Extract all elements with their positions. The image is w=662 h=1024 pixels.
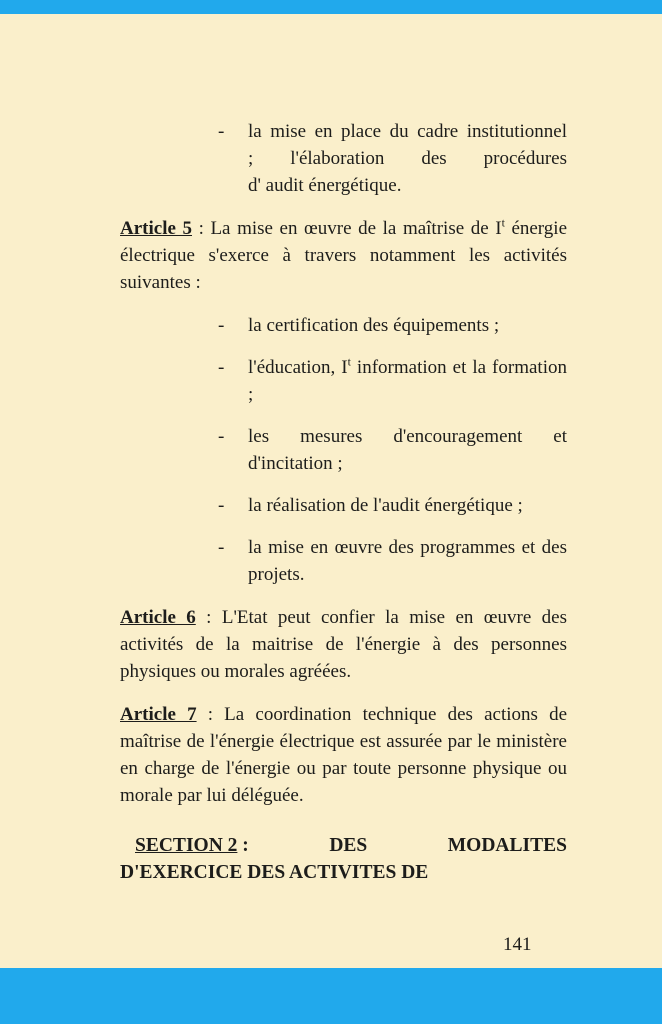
section-2-heading — [120, 832, 567, 886]
superscript-t: t — [501, 216, 505, 230]
page-number: 141 — [503, 934, 532, 955]
list-item — [218, 423, 567, 477]
bullet-dash: - — [218, 121, 225, 142]
activity-text: la réalisation de l'audit énergétique ; — [248, 495, 523, 516]
intro-bullet-line: d' audit énergétique. — [248, 175, 402, 196]
activities-bullet-list — [120, 312, 567, 588]
list-item — [218, 492, 567, 519]
bullet-dash: - — [218, 426, 225, 447]
section-2-heading-line1 — [135, 832, 567, 859]
superscript-t: t — [347, 355, 351, 369]
intro-bullet-list — [120, 118, 567, 199]
bullet-dash: - — [218, 537, 225, 558]
article-6-paragraph — [120, 604, 567, 685]
section-2-word: DES — [329, 835, 368, 856]
section-2-word: MODALITES — [447, 835, 567, 856]
article-7-body: : La coordination technique des actions de maîtrise de l'énergie électrique est assurée par le ministère en charge de l'énergie ou par toute personne physique ou morale par lui déléguée. — [120, 704, 567, 806]
activity-text: l'éducation, I — [248, 357, 348, 378]
intro-bullet-line: ; l'élaboration des procédures — [248, 148, 567, 169]
bullet-dash: - — [218, 357, 225, 378]
article-7-label: Article 7 — [120, 704, 197, 725]
activity-text-cont: information et la formation ; — [248, 357, 567, 405]
intro-bullet-line: la mise en place du cadre institutionnel — [248, 121, 567, 142]
section-2-heading-line2: D'EXERCICE DES ACTIVITES DE — [120, 862, 429, 883]
article-7-paragraph — [120, 701, 567, 809]
bottom-blue-bar — [0, 968, 662, 1024]
article-6-label: Article 6 — [120, 607, 196, 628]
list-item — [218, 118, 567, 199]
article-5-label: Article 5 — [120, 218, 192, 239]
article-5-paragraph — [120, 215, 567, 296]
section-2-colon: : — [237, 835, 249, 856]
list-item — [218, 312, 567, 339]
list-item — [218, 354, 567, 408]
activity-text: la mise en œuvre des programmes et des projets. — [248, 537, 567, 585]
article-5-body: : La mise en œuvre de la maîtrise de I — [192, 218, 502, 239]
section-2-title — [135, 832, 249, 859]
bullet-dash: - — [218, 315, 225, 336]
article-6-body: : L'Etat peut confier la mise en œuvre des activités de la maitrise de l'énergie à des personnes physiques ou morales agréées. — [120, 607, 567, 682]
article-5-body-cont: énergie électrique s'exerce à travers notamment les activités suivantes : — [120, 218, 568, 293]
activity-text: les mesures d'encouragement et d'incitation ; — [248, 426, 567, 474]
bullet-dash: - — [218, 495, 225, 516]
list-item — [218, 534, 567, 588]
activity-text: la certification des équipements ; — [248, 315, 500, 336]
section-2-label: SECTION 2 — [135, 835, 238, 856]
